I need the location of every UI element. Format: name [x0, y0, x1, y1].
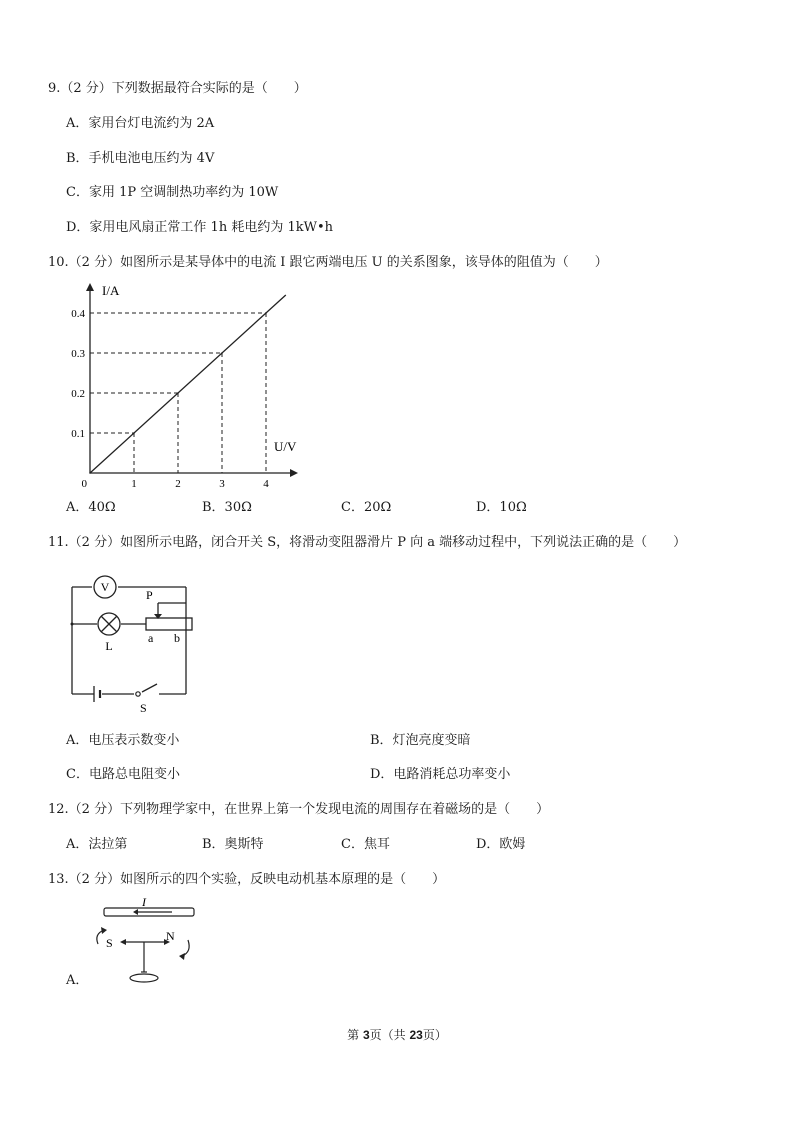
end-a-label: a: [148, 631, 154, 645]
q10-option-d[interactable]: D．10Ω: [476, 500, 527, 515]
data-line: [90, 295, 286, 473]
x-tick-label: 1: [131, 478, 137, 490]
q12-option-a[interactable]: A．法拉第: [66, 837, 128, 852]
rheostat-icon: [146, 618, 192, 630]
lamp-label: L: [105, 639, 113, 653]
y-tick-label: 0.2: [71, 388, 85, 400]
question-10-stem: 10.（2 分）如图所示是某导体中的电流 I 跟它两端电压 U 的关系图象，该导体的阻值为（ ）: [48, 255, 608, 270]
q9-option-b[interactable]: B．手机电池电压约为 4V: [66, 151, 215, 166]
q13-option-a[interactable]: A．: [66, 973, 89, 988]
north-pole-label: N: [166, 929, 175, 943]
circuit-diagram: [62, 566, 202, 716]
switch-label: S: [140, 701, 147, 715]
q11-option-d[interactable]: D．电路消耗总功率变小: [370, 767, 511, 782]
footer-suffix: 页）: [422, 1028, 447, 1042]
q10-option-c[interactable]: C．20Ω: [341, 500, 392, 515]
origin-label: 0: [81, 478, 87, 490]
rotation-arrow-right-icon: [182, 940, 189, 956]
question-9-stem: 9.（2 分）下列数据最符合实际的是（ ）: [48, 81, 307, 96]
x-tick-label: 2: [175, 478, 181, 490]
q10-option-a[interactable]: A．40Ω: [66, 500, 116, 515]
data-point: [89, 472, 91, 474]
end-b-label: b: [174, 631, 180, 645]
current-voltage-graph: [60, 280, 320, 495]
needle-stand-icon: [130, 974, 158, 982]
footer-prefix: 第: [347, 1028, 363, 1042]
data-point: [221, 352, 223, 354]
y-tick-label: 0.1: [71, 428, 85, 440]
footer-total-pages: 23: [409, 1028, 423, 1042]
x-tick-label: 3: [219, 478, 225, 490]
x-axis-label: U/V: [274, 439, 297, 454]
switch-s-icon: [142, 684, 157, 692]
q9-option-c[interactable]: C．家用 1P 空调制热功率约为 10W: [66, 185, 279, 200]
q10-option-b[interactable]: B．30Ω: [202, 500, 252, 515]
q12-option-c[interactable]: C．焦耳: [341, 837, 390, 852]
footer-page-number: 3: [362, 1028, 370, 1042]
south-pole-label: S: [106, 936, 113, 950]
question-13-stem: 13.（2 分）如图所示的四个实验，反映电动机基本原理的是（ ）: [48, 872, 446, 887]
y-tick-label: 0.3: [71, 348, 85, 360]
x-axis-arrow-icon: [290, 469, 298, 477]
x-tick-label: 4: [263, 478, 269, 490]
q11-option-b[interactable]: B．灯泡亮度变暗: [370, 733, 471, 748]
q11-option-a[interactable]: A．电压表示数变小: [66, 733, 180, 748]
data-point: [133, 432, 135, 434]
data-point: [265, 312, 267, 314]
oersted-experiment-figure: [86, 898, 206, 990]
slider-label: P: [146, 588, 153, 602]
voltmeter-label: V: [100, 580, 110, 594]
current-label: I: [142, 898, 146, 909]
y-axis-label: I/A: [102, 283, 120, 298]
page-footer: [0, 1026, 794, 1043]
question-11-stem: 11.（2 分）如图所示电路，闭合开关 S，将滑动变阻器滑片 P 向 a 端移动过程中，下列说法正确的是（ ）: [48, 535, 687, 550]
q12-option-d[interactable]: D．欧姆: [476, 837, 526, 852]
data-point: [177, 392, 179, 394]
q11-option-c[interactable]: C．电路总电阻变小: [66, 767, 180, 782]
q9-option-a[interactable]: A．家用台灯电流约为 2A: [66, 116, 215, 131]
q12-option-b[interactable]: B．奥斯特: [202, 837, 264, 852]
q9-option-d[interactable]: D．家用电风扇正常工作 1h 耗电约为 1kW•h: [66, 220, 334, 235]
footer-middle: 页（共: [369, 1028, 410, 1042]
question-12-stem: 12.（2 分）下列物理学家中，在世界上第一个发现电流的周围存在着磁场的是（ ）: [48, 802, 550, 817]
graph-plot-area: [71, 283, 298, 490]
y-axis-arrow-icon: [86, 283, 94, 291]
y-tick-label: 0.4: [71, 308, 85, 320]
